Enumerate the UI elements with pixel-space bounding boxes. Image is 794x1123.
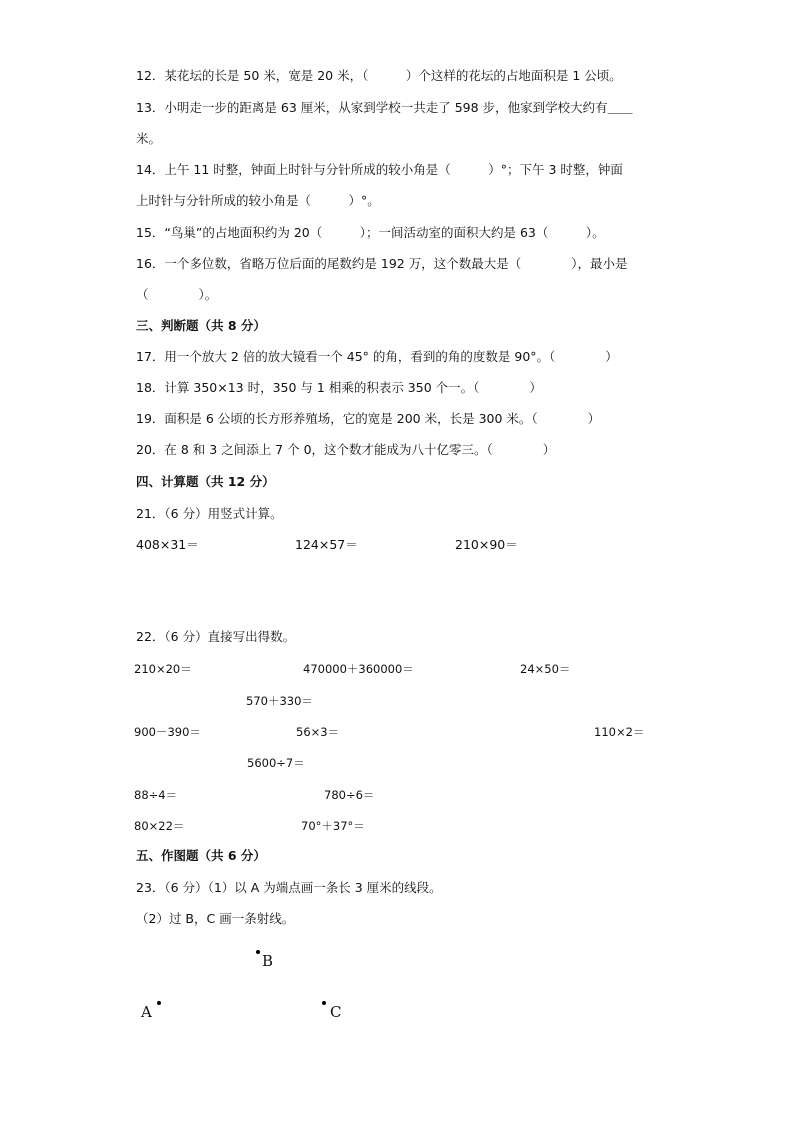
calc-item: 5600÷7＝ xyxy=(247,756,305,770)
point-b-dot xyxy=(256,950,260,954)
question-12: 12．某花坛的长是 50 米，宽是 20 米，（ ）个这样的花坛的占地面积是 1 公顷。 xyxy=(136,68,622,83)
calc-item: 88÷4＝ xyxy=(134,788,178,802)
calc-item: 780÷6＝ xyxy=(324,788,375,802)
question-14-line2: 上时针与分针所成的较小角是（ ）°。 xyxy=(136,193,380,208)
section-5-title: 五、作图题（共 6 分） xyxy=(136,848,266,863)
point-b-label: B xyxy=(262,952,274,970)
calc-item: 24×50＝ xyxy=(520,662,571,676)
point-c-dot xyxy=(322,1001,326,1005)
question-18: 18．计算 350×13 时，350 与 1 相乘的积表示 350 个一。（ ） xyxy=(136,380,542,395)
point-a-dot xyxy=(157,1001,161,1005)
question-22: 22．（6 分）直接写出得数。 xyxy=(136,629,296,644)
question-17: 17．用一个放大 2 倍的放大镜看一个 45° 的角，看到的角的度数是 90°。（ ） xyxy=(136,349,618,364)
question-13-line2: 米。 xyxy=(136,131,162,146)
question-23-part2: （2）过 B，C 画一条射线。 xyxy=(136,911,295,926)
calc-item: 70°＋37°＝ xyxy=(301,819,365,833)
section-4-title: 四、计算题（共 12 分） xyxy=(136,474,275,489)
question-20: 20．在 8 和 3 之间添上 7 个 0，这个数才能成为八十亿零三。（ ） xyxy=(136,442,556,457)
question-23-part1: 23．（6 分）（1）以 A 为端点画一条长 3 厘米的线段。 xyxy=(136,880,442,895)
question-13-line1: 13．小明走一步的距离是 63 厘米，从家到学校一共走了 598 步，他家到学校大约有＿＿ xyxy=(136,100,633,115)
section-3-title: 三、判断题（共 8 分） xyxy=(136,318,266,333)
question-21: 21．（6 分）用竖式计算。 xyxy=(136,506,283,521)
calc-item: 900－390＝ xyxy=(134,725,201,739)
calc-item: 210×20＝ xyxy=(134,662,192,676)
question-16-line1: 16．一个多位数，省略万位后面的尾数约是 192 万，这个数最大是（ ），最小是 xyxy=(136,256,628,271)
question-16-line2: （ ）。 xyxy=(136,287,218,302)
point-c-label: C xyxy=(330,1003,342,1021)
calc-item: 408×31＝ xyxy=(136,537,199,552)
question-19: 19．面积是 6 公顷的长方形养殖场，它的宽是 200 米，长是 300 米。（ ） xyxy=(136,411,601,426)
calc-item: 124×57＝ xyxy=(295,537,358,552)
point-a-label: A xyxy=(141,1003,152,1021)
calc-item: 570＋330＝ xyxy=(246,694,313,708)
calc-item: 56×3＝ xyxy=(296,725,340,739)
calc-item: 110×2＝ xyxy=(594,725,645,739)
calc-item: 470000＋360000＝ xyxy=(303,662,414,676)
question-15: 15．“鸟巢”的占地面积约为 20（ ）；一间活动室的面积大约是 63（ ）。 xyxy=(136,225,605,240)
question-14-line1: 14．上午 11 时整，钟面上时针与分针所成的较小角是（ ）°；下午 3 时整，钟面 xyxy=(136,162,623,177)
calc-item: 210×90＝ xyxy=(455,537,518,552)
calc-item: 80×22＝ xyxy=(134,819,185,833)
